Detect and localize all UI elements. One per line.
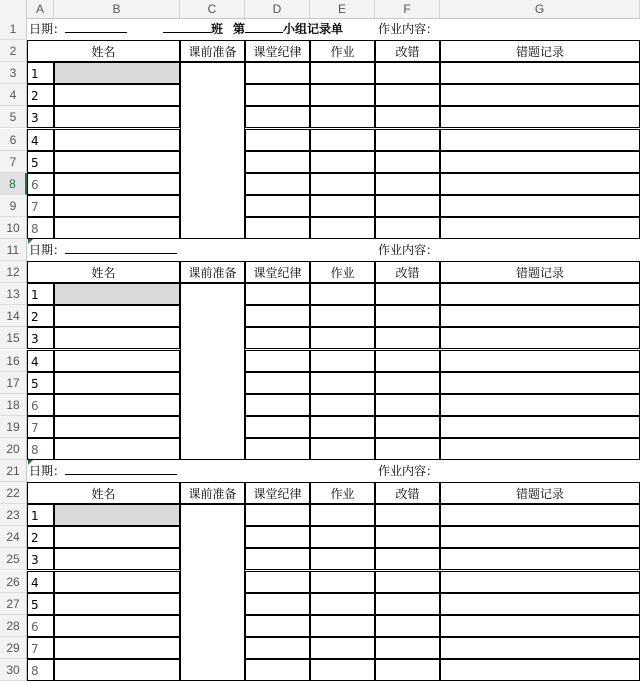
record-cell[interactable] xyxy=(310,526,375,548)
row-header-18[interactable]: 18 xyxy=(0,394,27,416)
record-cell[interactable] xyxy=(245,504,310,526)
row-header-19[interactable]: 19 xyxy=(0,416,27,438)
row-header-1[interactable]: 1 xyxy=(0,18,27,40)
record-cell[interactable] xyxy=(440,548,640,570)
student-number-cell[interactable]: 6 xyxy=(27,615,54,637)
row-header-15[interactable]: 15 xyxy=(0,327,27,349)
record-cell[interactable] xyxy=(310,637,375,659)
record-cell[interactable] xyxy=(375,283,440,305)
homework-content-label: 作业内容： xyxy=(378,22,439,36)
header-homework[interactable]: 作业 xyxy=(310,482,375,504)
record-cell[interactable] xyxy=(310,217,375,239)
record-cell[interactable] xyxy=(310,327,375,349)
column-header-g[interactable]: G xyxy=(440,0,640,18)
record-cell[interactable] xyxy=(440,283,640,305)
row-header-7[interactable]: 7 xyxy=(0,151,27,173)
record-cell[interactable] xyxy=(440,195,640,217)
record-cell[interactable] xyxy=(375,350,440,372)
record-cell[interactable] xyxy=(310,416,375,438)
student-number-cell[interactable]: 7 xyxy=(27,416,54,438)
group-prefix: 第 xyxy=(233,22,246,36)
student-name-cell[interactable] xyxy=(54,571,180,593)
student-number-cell[interactable]: 4 xyxy=(27,350,54,372)
student-name-cell[interactable] xyxy=(54,283,180,305)
record-cell[interactable] xyxy=(440,173,640,195)
column-header-b[interactable]: B xyxy=(54,0,180,18)
section-title-row xyxy=(29,18,379,40)
header-name[interactable]: 姓名 xyxy=(27,482,180,504)
error-indicator-icon xyxy=(28,239,33,244)
student-number-cell[interactable]: 4 xyxy=(27,571,54,593)
row-header-23[interactable]: 23 xyxy=(0,504,27,526)
record-cell[interactable] xyxy=(310,84,375,106)
record-cell[interactable] xyxy=(245,571,310,593)
record-cell[interactable] xyxy=(245,615,310,637)
row-header-14[interactable]: 14 xyxy=(0,305,27,327)
row-header-11[interactable]: 11 xyxy=(0,239,27,261)
record-cell[interactable] xyxy=(245,327,310,349)
header-error-log[interactable]: 错题记录 xyxy=(440,261,640,283)
header-correction[interactable]: 改错 xyxy=(375,482,440,504)
record-cell[interactable] xyxy=(440,593,640,615)
record-cell[interactable] xyxy=(245,438,310,460)
record-cell[interactable] xyxy=(310,62,375,84)
record-title: 小组记录单 xyxy=(283,22,344,36)
record-cell[interactable] xyxy=(245,350,310,372)
record-cell[interactable] xyxy=(245,283,310,305)
student-name-cell[interactable] xyxy=(54,526,180,548)
record-cell[interactable] xyxy=(440,84,640,106)
date-label: 日期： xyxy=(29,464,66,478)
header-discipline[interactable]: 课堂纪律 xyxy=(245,40,310,62)
student-number-cell[interactable]: 1 xyxy=(27,62,54,84)
record-cell[interactable] xyxy=(245,129,310,151)
column-header-a[interactable]: A xyxy=(27,0,54,18)
record-cell[interactable] xyxy=(375,438,440,460)
student-number-cell[interactable]: 5 xyxy=(27,593,54,615)
record-cell[interactable] xyxy=(440,615,640,637)
date-blank[interactable] xyxy=(65,22,127,33)
row-header-13[interactable]: 13 xyxy=(0,283,27,305)
section-date-row xyxy=(29,239,189,261)
prep-merged-cell[interactable] xyxy=(180,283,245,460)
select-all-corner[interactable] xyxy=(0,0,27,18)
column-header-bar xyxy=(0,0,640,19)
class-label: 班 xyxy=(211,22,224,36)
row-header-5[interactable]: 5 xyxy=(0,106,27,128)
header-name[interactable]: 姓名 xyxy=(27,40,180,62)
header-discipline[interactable]: 课堂纪律 xyxy=(245,482,310,504)
column-header-f[interactable]: F xyxy=(375,0,440,18)
student-name-cell[interactable] xyxy=(54,151,180,173)
record-cell[interactable] xyxy=(245,106,310,128)
student-name-cell[interactable] xyxy=(54,659,180,681)
record-cell[interactable] xyxy=(245,195,310,217)
record-cell[interactable] xyxy=(310,195,375,217)
row-header-8[interactable]: 8 xyxy=(0,173,27,195)
row-header-3[interactable]: 3 xyxy=(0,62,27,84)
header-prep[interactable]: 课前准备 xyxy=(180,261,245,283)
student-name-cell[interactable] xyxy=(54,350,180,372)
record-cell[interactable] xyxy=(375,593,440,615)
header-prep[interactable]: 课前准备 xyxy=(180,482,245,504)
record-cell[interactable] xyxy=(310,106,375,128)
record-cell[interactable] xyxy=(440,350,640,372)
student-name-cell[interactable] xyxy=(54,84,180,106)
student-name-cell[interactable] xyxy=(54,217,180,239)
record-cell[interactable] xyxy=(440,659,640,681)
student-name-cell[interactable] xyxy=(54,548,180,570)
record-cell[interactable] xyxy=(310,305,375,327)
record-cell[interactable] xyxy=(245,305,310,327)
header-name[interactable]: 姓名 xyxy=(27,261,180,283)
student-number-cell[interactable]: 6 xyxy=(27,394,54,416)
row-header-28[interactable]: 28 xyxy=(0,615,27,637)
header-correction[interactable]: 改错 xyxy=(375,40,440,62)
record-cell[interactable] xyxy=(440,305,640,327)
record-cell[interactable] xyxy=(375,84,440,106)
student-name-cell[interactable] xyxy=(54,106,180,128)
record-cell[interactable] xyxy=(245,84,310,106)
record-cell[interactable] xyxy=(245,548,310,570)
record-cell[interactable] xyxy=(440,106,640,128)
record-cell[interactable] xyxy=(440,129,640,151)
record-cell[interactable] xyxy=(440,637,640,659)
student-number-cell[interactable]: 3 xyxy=(27,548,54,570)
row-header-27[interactable]: 27 xyxy=(0,593,27,615)
record-cell[interactable] xyxy=(375,394,440,416)
record-cell[interactable] xyxy=(245,593,310,615)
record-cell[interactable] xyxy=(440,372,640,394)
row-header-29[interactable]: 29 xyxy=(0,637,27,659)
row-header-21[interactable]: 21 xyxy=(0,460,27,482)
record-cell[interactable] xyxy=(375,151,440,173)
column-header-e[interactable]: E xyxy=(310,0,375,18)
record-cell[interactable] xyxy=(245,526,310,548)
record-cell[interactable] xyxy=(310,615,375,637)
student-name-cell[interactable] xyxy=(54,62,180,84)
record-cell[interactable] xyxy=(310,283,375,305)
record-cell[interactable] xyxy=(440,62,640,84)
record-cell[interactable] xyxy=(310,438,375,460)
record-cell[interactable] xyxy=(375,504,440,526)
date-label: 日期： xyxy=(29,243,66,257)
column-header-c[interactable]: C xyxy=(180,0,245,18)
header-homework[interactable]: 作业 xyxy=(310,40,375,62)
record-cell[interactable] xyxy=(375,62,440,84)
record-cell[interactable] xyxy=(245,394,310,416)
row-header-17[interactable]: 17 xyxy=(0,372,27,394)
student-number-cell[interactable]: 2 xyxy=(27,305,54,327)
student-name-cell[interactable] xyxy=(54,615,180,637)
student-number-cell[interactable]: 3 xyxy=(27,106,54,128)
record-cell[interactable] xyxy=(375,129,440,151)
record-cell[interactable] xyxy=(310,593,375,615)
row-header-4[interactable]: 4 xyxy=(0,84,27,106)
record-cell[interactable] xyxy=(310,571,375,593)
student-number-cell[interactable]: 6 xyxy=(27,173,54,195)
record-cell[interactable] xyxy=(440,217,640,239)
record-cell[interactable] xyxy=(245,151,310,173)
row-header-16[interactable]: 16 xyxy=(0,350,27,372)
class-blank[interactable] xyxy=(163,22,211,33)
record-cell[interactable] xyxy=(440,438,640,460)
row-header-30[interactable]: 30 xyxy=(0,659,27,681)
record-cell[interactable] xyxy=(375,548,440,570)
record-cell[interactable] xyxy=(440,504,640,526)
record-cell[interactable] xyxy=(375,526,440,548)
record-cell[interactable] xyxy=(440,526,640,548)
row-header-20[interactable]: 20 xyxy=(0,438,27,460)
record-cell[interactable] xyxy=(375,372,440,394)
student-name-cell[interactable] xyxy=(54,195,180,217)
row-header-22[interactable]: 22 xyxy=(0,482,27,504)
record-cell[interactable] xyxy=(440,394,640,416)
record-cell[interactable] xyxy=(245,659,310,681)
record-cell[interactable] xyxy=(310,548,375,570)
row-header-9[interactable]: 9 xyxy=(0,195,27,217)
student-number-cell[interactable]: 2 xyxy=(27,84,54,106)
record-cell[interactable] xyxy=(375,615,440,637)
student-name-cell[interactable] xyxy=(54,593,180,615)
row-header-10[interactable]: 10 xyxy=(0,217,27,239)
row-header-24[interactable]: 24 xyxy=(0,526,27,548)
record-cell[interactable] xyxy=(375,327,440,349)
homework-content-label: 作业内容： xyxy=(378,243,439,257)
student-number-cell[interactable]: 1 xyxy=(27,283,54,305)
record-cell[interactable] xyxy=(310,394,375,416)
record-cell[interactable] xyxy=(310,173,375,195)
record-cell[interactable] xyxy=(375,173,440,195)
student-name-cell[interactable] xyxy=(54,416,180,438)
student-number-cell[interactable]: 7 xyxy=(27,195,54,217)
record-cell[interactable] xyxy=(375,305,440,327)
record-cell[interactable] xyxy=(310,350,375,372)
header-correction[interactable]: 改错 xyxy=(375,261,440,283)
student-name-cell[interactable] xyxy=(54,504,180,526)
student-number-cell[interactable]: 8 xyxy=(27,217,54,239)
student-number-cell[interactable]: 8 xyxy=(27,438,54,460)
header-discipline[interactable]: 课堂纪律 xyxy=(245,261,310,283)
row-header-12[interactable]: 12 xyxy=(0,261,27,283)
student-name-cell[interactable] xyxy=(54,129,180,151)
record-cell[interactable] xyxy=(310,504,375,526)
student-number-cell[interactable]: 1 xyxy=(27,504,54,526)
record-cell[interactable] xyxy=(375,416,440,438)
student-number-cell[interactable]: 4 xyxy=(27,129,54,151)
record-cell[interactable] xyxy=(375,637,440,659)
student-number-cell[interactable]: 2 xyxy=(27,526,54,548)
header-error-log[interactable]: 错题记录 xyxy=(440,40,640,62)
record-cell[interactable] xyxy=(375,659,440,681)
record-cell[interactable] xyxy=(440,571,640,593)
record-cell[interactable] xyxy=(440,416,640,438)
prep-merged-cell[interactable] xyxy=(180,62,245,239)
student-number-cell[interactable]: 8 xyxy=(27,659,54,681)
date-blank[interactable] xyxy=(65,464,177,475)
record-cell[interactable] xyxy=(440,327,640,349)
error-indicator-icon xyxy=(28,460,33,465)
record-cell[interactable] xyxy=(245,62,310,84)
record-cell[interactable] xyxy=(310,659,375,681)
record-cell[interactable] xyxy=(310,151,375,173)
student-number-cell[interactable]: 3 xyxy=(27,327,54,349)
group-blank[interactable] xyxy=(245,22,283,33)
record-cell[interactable] xyxy=(245,217,310,239)
record-cell[interactable] xyxy=(375,217,440,239)
record-cell[interactable] xyxy=(245,416,310,438)
header-homework[interactable]: 作业 xyxy=(310,261,375,283)
student-number-cell[interactable]: 7 xyxy=(27,637,54,659)
record-cell[interactable] xyxy=(375,571,440,593)
record-cell[interactable] xyxy=(440,151,640,173)
record-cell[interactable] xyxy=(375,195,440,217)
student-number-cell[interactable]: 5 xyxy=(27,151,54,173)
row-header-25[interactable]: 25 xyxy=(0,548,27,570)
student-name-cell[interactable] xyxy=(54,438,180,460)
column-header-d[interactable]: D xyxy=(245,0,310,18)
record-cell[interactable] xyxy=(375,106,440,128)
student-number-cell[interactable]: 5 xyxy=(27,372,54,394)
prep-merged-cell[interactable] xyxy=(180,504,245,681)
record-cell[interactable] xyxy=(310,372,375,394)
record-cell[interactable] xyxy=(245,637,310,659)
homework-content-label: 作业内容： xyxy=(378,464,439,478)
record-cell[interactable] xyxy=(310,129,375,151)
student-name-cell[interactable] xyxy=(54,173,180,195)
student-name-cell[interactable] xyxy=(54,637,180,659)
student-name-cell[interactable] xyxy=(54,305,180,327)
section-date-row xyxy=(29,460,189,482)
student-name-cell[interactable] xyxy=(54,394,180,416)
student-name-cell[interactable] xyxy=(54,327,180,349)
date-blank[interactable] xyxy=(65,243,177,254)
row-header-2[interactable]: 2 xyxy=(0,40,27,62)
header-prep[interactable]: 课前准备 xyxy=(180,40,245,62)
row-header-26[interactable]: 26 xyxy=(0,571,27,593)
student-name-cell[interactable] xyxy=(54,372,180,394)
record-cell[interactable] xyxy=(245,372,310,394)
record-cell[interactable] xyxy=(245,173,310,195)
date-label: 日期： xyxy=(29,22,66,36)
row-header-6[interactable]: 6 xyxy=(0,129,27,151)
header-error-log[interactable]: 错题记录 xyxy=(440,482,640,504)
